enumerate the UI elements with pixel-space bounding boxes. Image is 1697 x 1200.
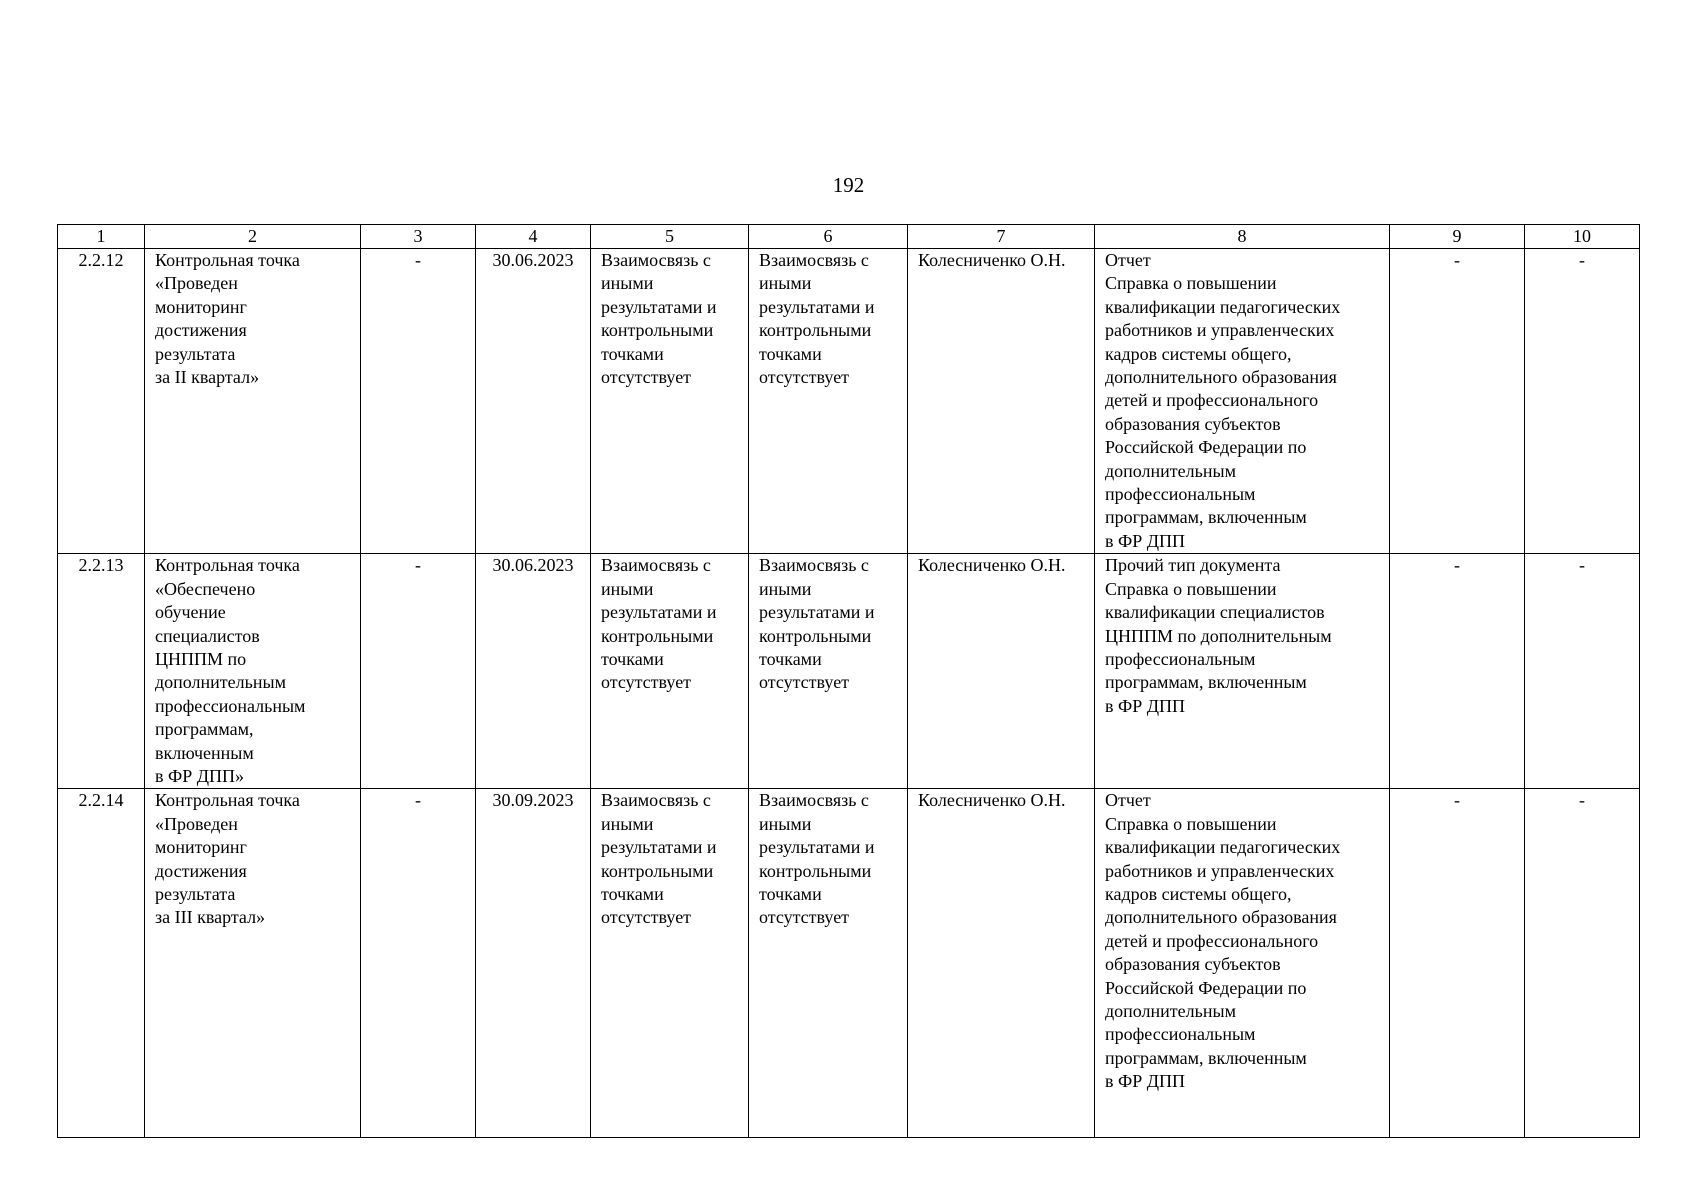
responsible-person: Колесниченко О.Н. [908, 554, 1095, 789]
column-header-1: 1 [58, 225, 145, 249]
column-header-6: 6 [749, 225, 908, 249]
relation-projects: Взаимосвязь с иными результатами и контрольными точками отсутствует [749, 554, 908, 789]
column-header-10: 10 [1525, 225, 1640, 249]
table-row [58, 554, 1640, 789]
column-10-value: - [1525, 789, 1640, 1138]
row-id: 2.2.14 [58, 789, 145, 1138]
due-date: 30.06.2023 [476, 249, 591, 554]
column-header-8: 8 [1095, 225, 1390, 249]
responsible-person: Колесниченко О.Н. [908, 789, 1095, 1138]
column-header-9: 9 [1390, 225, 1525, 249]
column-9-value: - [1390, 789, 1525, 1138]
column-9-value: - [1390, 554, 1525, 789]
document-type: Отчет Справка о повышении квалификации педагогических работников и управленческих кадров системы общего, дополнительного образования детей и профессионального образования субъектов Российской Федерации по дополнительным профессиональным программам, включенным в ФР ДПП [1095, 249, 1390, 554]
page-number: 192 [832, 173, 865, 197]
column-10-value: - [1525, 554, 1640, 789]
column-9-value: - [1390, 249, 1525, 554]
control-point-name: Контрольная точка «Проведен мониторинг достижения результата за II квартал» [145, 249, 361, 554]
column-3-value: - [361, 554, 476, 789]
column-header-4: 4 [476, 225, 591, 249]
relation-results: Взаимосвязь с иными результатами и контрольными точками отсутствует [591, 249, 749, 554]
row-id: 2.2.12 [58, 249, 145, 554]
relation-results: Взаимосвязь с иными результатами и контрольными точками отсутствует [591, 789, 749, 1138]
table-row [58, 249, 1640, 554]
column-header-2: 2 [145, 225, 361, 249]
control-points-table [57, 224, 1640, 1138]
column-3-value: - [361, 249, 476, 554]
table-header-row [58, 225, 1640, 249]
relation-projects: Взаимосвязь с иными результатами и контрольными точками отсутствует [749, 249, 908, 554]
document-type: Прочий тип документа Справка о повышении квалификации специалистов ЦНППМ по дополнительным профессиональным программам, включенным в ФР ДПП [1095, 554, 1390, 789]
row-id: 2.2.13 [58, 554, 145, 789]
relation-projects: Взаимосвязь с иными результатами и контрольными точками отсутствует [749, 789, 908, 1138]
column-10-value: - [1525, 249, 1640, 554]
control-point-name: Контрольная точка «Обеспечено обучение специалистов ЦНППМ по дополнительным профессиональным программам, включенным в ФР ДПП» [145, 554, 361, 789]
column-header-5: 5 [591, 225, 749, 249]
relation-results: Взаимосвязь с иными результатами и контрольными точками отсутствует [591, 554, 749, 789]
column-header-3: 3 [361, 225, 476, 249]
column-3-value: - [361, 789, 476, 1138]
table-row [58, 789, 1640, 1138]
responsible-person: Колесниченко О.Н. [908, 249, 1095, 554]
due-date: 30.09.2023 [476, 789, 591, 1138]
due-date: 30.06.2023 [476, 554, 591, 789]
control-point-name: Контрольная точка «Проведен мониторинг достижения результата за III квартал» [145, 789, 361, 1138]
document-type: Отчет Справка о повышении квалификации педагогических работников и управленческих кадров системы общего, дополнительного образования детей и профессионального образования субъектов Российской Федерации по дополнительным профессиональным программам, включенным в ФР ДПП [1095, 789, 1390, 1138]
column-header-7: 7 [908, 225, 1095, 249]
